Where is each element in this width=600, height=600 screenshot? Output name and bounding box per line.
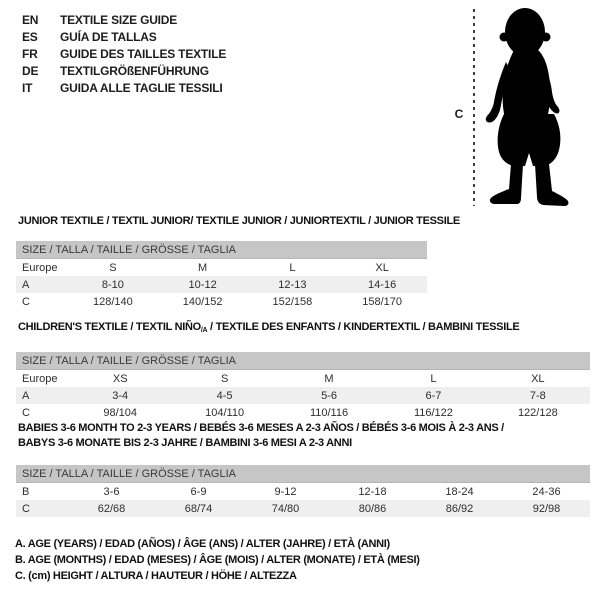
language-code: DE — [22, 63, 39, 78]
row-label: C — [22, 295, 30, 308]
language-code: FR — [22, 46, 38, 61]
language-label: GUIDA ALLE TAGLIE TESSILI — [60, 80, 223, 95]
junior-table-title: JUNIOR TEXTILE / TEXTIL JUNIOR/ TEXTILE JUNIOR / JUNIORTEXTIL / JUNIOR TESSILE — [18, 215, 460, 227]
value-cell: 14-16 — [368, 278, 397, 291]
babies-table — [16, 465, 590, 517]
legend-line-b: B. AGE (MONTHS) / EDAD (MESES) / ÂGE (MOIS) / ALTER (MONATE) / ETÀ (MESI) — [15, 554, 420, 566]
table-row-europe — [16, 259, 427, 276]
value-cell: 92/98 — [532, 502, 561, 515]
language-label: TEXTILE SIZE GUIDE — [60, 12, 178, 27]
table-row-months — [16, 483, 590, 500]
language-code: IT — [22, 80, 33, 95]
size-cell: M — [324, 372, 334, 385]
language-label: TEXTILGRÖßENFÜHRUNG — [60, 63, 209, 78]
value-cell: 5-6 — [321, 389, 337, 402]
baby-silhouette-icon — [483, 6, 579, 210]
value-cell: 80/86 — [358, 502, 387, 515]
value-cell: 128/140 — [92, 295, 133, 308]
row-label: C — [22, 502, 30, 515]
row-label: C — [22, 406, 30, 419]
value-cell: 9-12 — [274, 485, 297, 498]
value-cell: 6-7 — [425, 389, 442, 402]
value-cell: 24-36 — [532, 485, 561, 498]
babies-table-title — [18, 421, 504, 451]
size-cell: M — [198, 261, 208, 274]
children-table-title — [18, 321, 519, 334]
value-cell: 8-10 — [101, 278, 124, 291]
value-cell: 140/152 — [182, 295, 223, 308]
size-cell: S — [109, 261, 117, 274]
language-row-es — [22, 28, 226, 45]
title-line-2: BABYS 3-6 MONATE BIS 2-3 JAHRE / BAMBINI 3-6 MESI A 2-3 ANNI — [18, 437, 352, 449]
height-label-c: C — [454, 107, 464, 121]
size-header-bar: SIZE / TALLA / TAILLE / GRÖSSE / TAGLIA — [16, 352, 590, 370]
junior-table — [16, 241, 427, 310]
table-row-height — [16, 293, 427, 310]
title-part: / TEXTILE DES ENFANTS / KINDERTEXTIL / BAMBINI TESSILE — [207, 321, 520, 333]
row-label: Europe — [22, 372, 58, 385]
language-label: GUIDE DES TAILLES TEXTILE — [60, 46, 227, 61]
value-cell: 10-12 — [188, 278, 217, 291]
value-cell: 7-8 — [529, 389, 546, 402]
legend-line-a: A. AGE (YEARS) / EDAD (AÑOS) / ÂGE (ANS) / ALTER (JAHRE) / ETÀ (ANNI) — [15, 538, 390, 550]
language-row-it — [22, 79, 226, 96]
value-cell: 122/128 — [517, 406, 558, 419]
value-cell: 4-5 — [216, 389, 233, 402]
table-row-age — [16, 387, 590, 404]
size-header-bar: SIZE / TALLA / TAILLE / GRÖSSE / TAGLIA — [16, 465, 590, 483]
size-cell: XL — [375, 261, 389, 274]
row-label: A — [22, 389, 30, 402]
language-code: ES — [22, 29, 38, 44]
language-row-en — [22, 11, 226, 28]
value-cell: 12-18 — [358, 485, 387, 498]
table-row-europe — [16, 370, 590, 387]
legend — [15, 536, 420, 584]
value-cell: 104/110 — [205, 406, 245, 419]
value-cell: 68/74 — [184, 502, 213, 515]
value-cell: 3-4 — [112, 389, 129, 402]
height-measure-dashed-line — [473, 9, 475, 206]
value-cell: 98/104 — [103, 406, 138, 419]
size-cell: L — [430, 372, 437, 385]
value-cell: 6-9 — [190, 485, 207, 498]
row-label: A — [22, 278, 30, 291]
language-list — [22, 11, 226, 96]
table-row-height — [16, 500, 590, 517]
row-label: B — [22, 485, 30, 498]
title-part: CHILDREN'S TEXTILE / TEXTIL NIÑO — [18, 321, 201, 333]
row-label: Europe — [22, 261, 58, 274]
children-table — [16, 352, 590, 421]
value-cell: 18-24 — [445, 485, 474, 498]
title-line-1: BABIES 3-6 MONTH TO 2-3 YEARS / BEBÉS 3-6 MESES A 2-3 AÑOS / BÉBÉS 3-6 MOIS À 2-3 ANS / — [18, 422, 504, 434]
language-row-de — [22, 62, 226, 79]
value-cell: 158/170 — [362, 295, 402, 308]
value-cell: 116/122 — [413, 406, 453, 419]
size-cell: S — [220, 372, 229, 385]
size-cell: XS — [112, 372, 128, 385]
table-row-age — [16, 276, 427, 293]
table-row-height — [16, 404, 590, 421]
value-cell: 62/68 — [97, 502, 126, 515]
value-cell: 110/116 — [309, 406, 349, 419]
title-subscript: /A — [200, 327, 208, 334]
value-cell: 74/80 — [271, 502, 300, 515]
value-cell: 12-13 — [278, 278, 307, 291]
value-cell: 86/92 — [445, 502, 474, 515]
size-cell: L — [289, 261, 296, 274]
language-label: GUÍA DE TALLAS — [60, 29, 157, 44]
size-cell: XL — [531, 372, 545, 385]
language-code: EN — [22, 12, 39, 27]
language-row-fr — [22, 45, 226, 62]
size-header-bar: SIZE / TALLA / TAILLE / GRÖSSE / TAGLIA — [16, 241, 427, 259]
value-cell: 3-6 — [103, 485, 120, 498]
legend-line-c: C. (cm) HEIGHT / ALTURA / HAUTEUR / HÖHE / ALTEZZA — [15, 570, 297, 582]
value-cell: 152/158 — [272, 295, 313, 308]
